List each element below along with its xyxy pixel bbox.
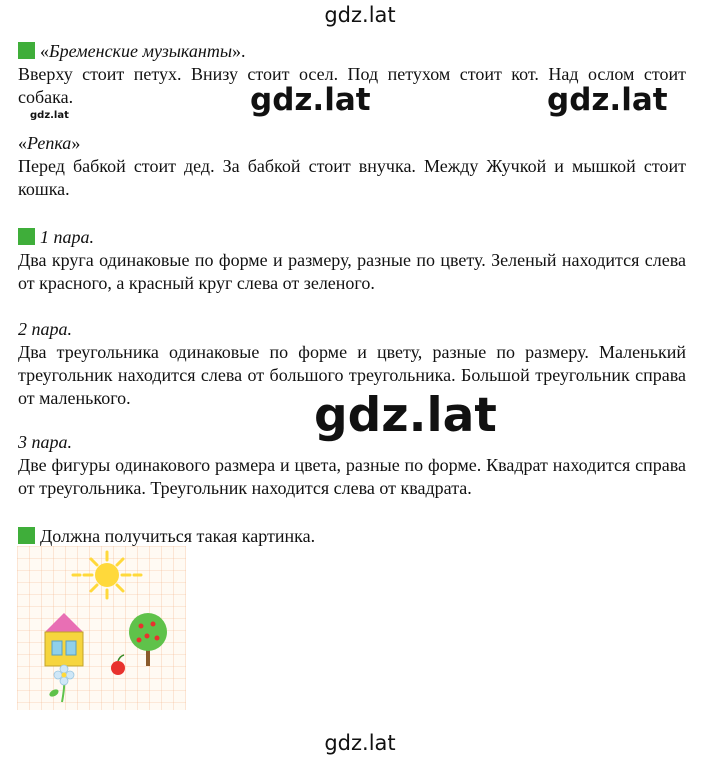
pair-text: Два треугольника одинаковые по форме и цвету, разные по размеру. Маленький треугольник находится слева от большого треугольника. Большой треугольник справа от маленького. bbox=[18, 342, 686, 408]
section-title: Репка bbox=[27, 133, 72, 153]
section-text: Перед бабкой стоит дед. За бабкой стоит внучка. Между Жучкой и мышкой стоит кошка. bbox=[18, 156, 686, 199]
section-text: Вверху стоит петух. Внизу стоит осел. Под петухом стоит кот. Над ослом стоит собака. bbox=[18, 64, 686, 107]
pair-3 bbox=[18, 431, 686, 500]
watermark-center: gdz.lat bbox=[314, 388, 497, 443]
house-window-left bbox=[52, 641, 62, 655]
green-square-marker bbox=[18, 527, 35, 544]
watermark-mid-left: gdz.lat bbox=[250, 82, 371, 118]
watermark-small: gdz.lat bbox=[30, 110, 69, 121]
quote-close: » bbox=[71, 133, 81, 153]
result-picture bbox=[17, 546, 186, 710]
house-wall bbox=[45, 632, 83, 666]
quote-open: « bbox=[40, 41, 49, 61]
quote-open: « bbox=[18, 133, 27, 153]
pair-1 bbox=[18, 226, 686, 295]
final-text: Должна получиться такая картинка. bbox=[40, 526, 316, 546]
pair-title: 3 пара. bbox=[18, 432, 72, 452]
pair-text: Две фигуры одинакового размера и цвета, разные по форме. Квадрат находится справа от треугольника. Треугольник находится слева от квадрата. bbox=[18, 455, 686, 498]
final-instruction bbox=[18, 525, 686, 548]
section-repka bbox=[18, 132, 686, 201]
quote-close: ». bbox=[232, 41, 246, 61]
section-title: Бременские музыканты bbox=[49, 41, 233, 61]
pair-title: 1 пара. bbox=[40, 227, 94, 247]
watermark-mid-right: gdz.lat bbox=[547, 82, 668, 118]
watermark-top: gdz.lat bbox=[324, 3, 396, 27]
green-square-marker bbox=[18, 228, 35, 245]
pair-title: 2 пара. bbox=[18, 319, 72, 339]
pair-text: Два круга одинаковые по форме и размеру, разные по цвету. Зеленый находится слева от красного, а красный круг слева от зеленого. bbox=[18, 250, 686, 293]
house-window-right bbox=[66, 641, 76, 655]
tree-crown bbox=[129, 613, 167, 651]
green-square-marker bbox=[18, 42, 35, 59]
watermark-bottom: gdz.lat bbox=[324, 731, 396, 755]
